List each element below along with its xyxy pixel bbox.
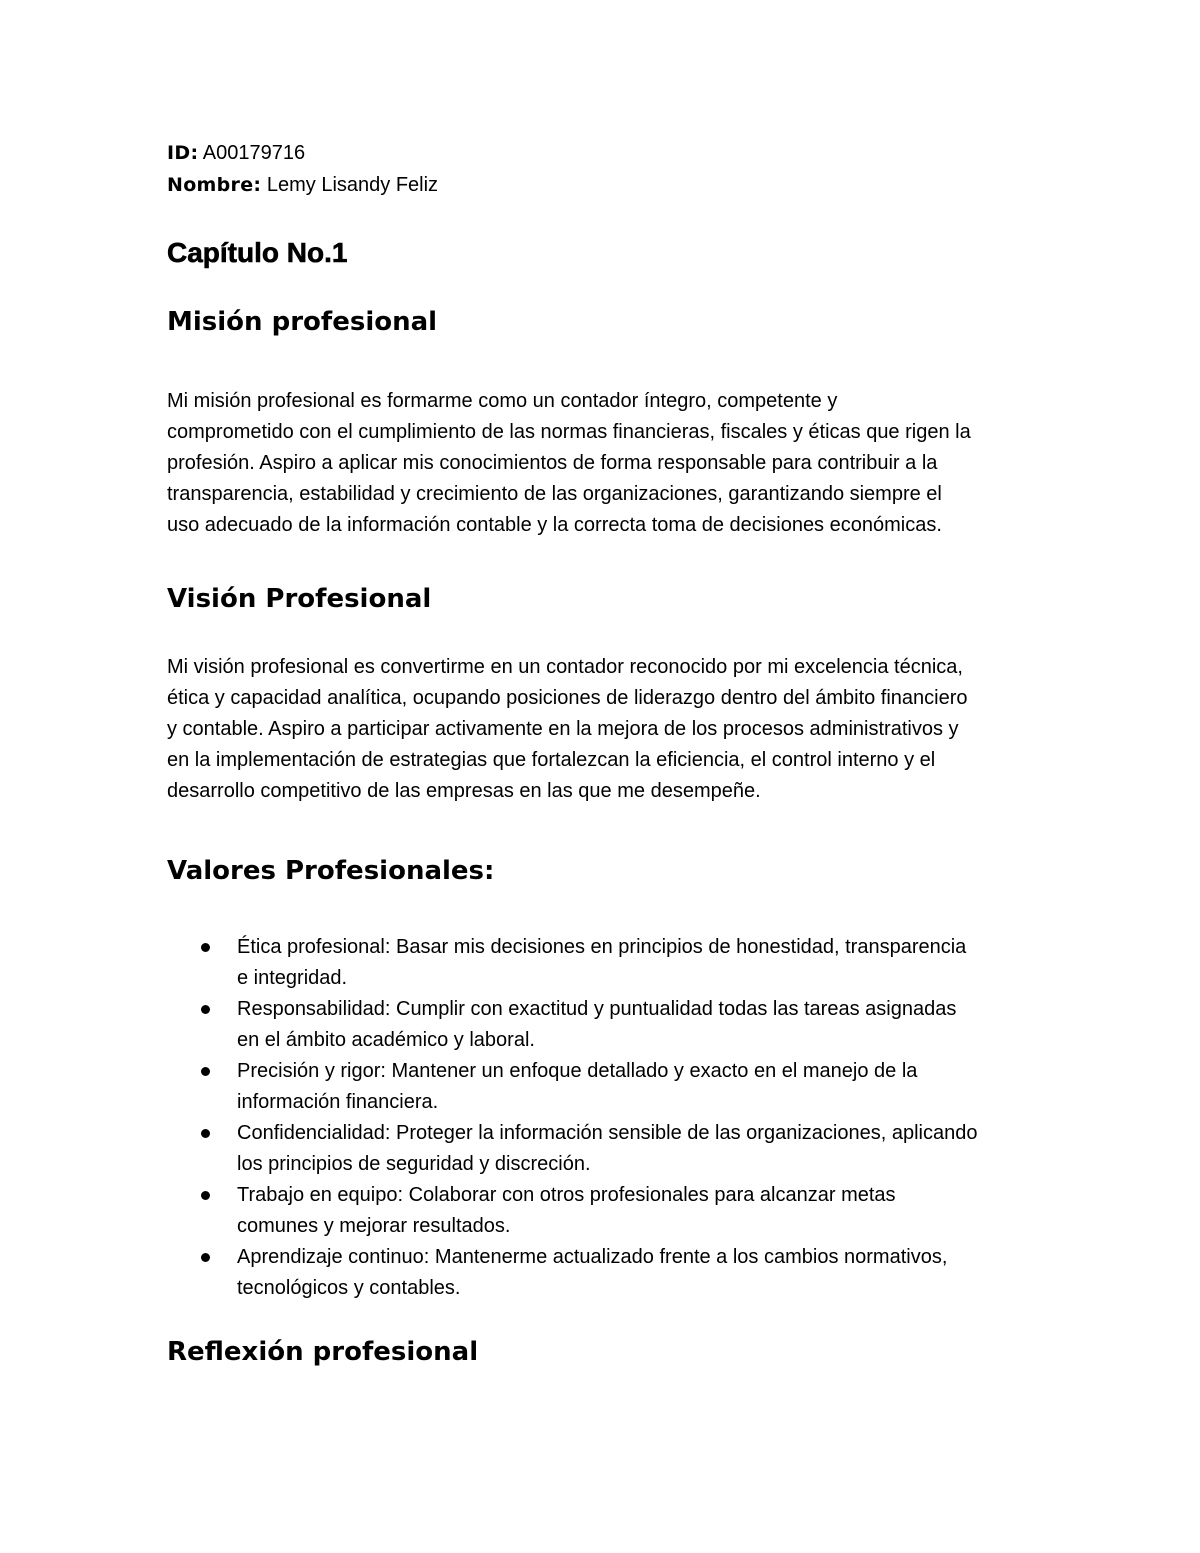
vision-line: y contable. Aspiro a participar activamente en la mejora de los procesos administrativos y — [167, 718, 959, 740]
list-item-text: comunes y mejorar resultados. — [237, 1215, 511, 1237]
list-item-text: e integridad. — [237, 967, 348, 989]
id-label: ID: — [167, 142, 199, 164]
list-item-text: tecnológicos y contables. — [237, 1277, 461, 1299]
list-item-text: Confidencialidad: Proteger la información sensible de las organizaciones, aplicando — [237, 1122, 978, 1144]
mision-line: comprometido con el cumplimiento de las normas financieras, fiscales y éticas que rigen la — [167, 421, 971, 443]
mision-heading: Misión profesional — [167, 307, 438, 337]
mision-line: Mi misión profesional es formarme como un contador íntegro, competente y — [167, 390, 838, 412]
list-item-text: Precisión y rigor: Mantener un enfoque detallado y exacto en el manejo de la — [237, 1060, 918, 1082]
name-label: Nombre: — [167, 174, 262, 196]
reflexion-heading: Reflexión profesional — [167, 1337, 479, 1367]
vision-line: desarrollo competitivo de las empresas en las que me desempeñe. — [167, 780, 761, 802]
vision-line: en la implementación de estrategias que fortalezcan la eficiencia, el control interno y el — [167, 749, 936, 771]
chapter-title: Capítulo No.1 — [167, 237, 348, 268]
vision-line: ética y capacidad analítica, ocupando posiciones de liderazgo dentro del ámbito financiero — [167, 687, 968, 709]
bullet-icon — [201, 1191, 210, 1200]
list-item-text: información financiera. — [237, 1091, 439, 1113]
mision-paragraph — [167, 386, 1047, 541]
bullet-icon — [201, 1067, 210, 1076]
list-item — [167, 932, 1047, 994]
vision-heading: Visión Profesional — [167, 584, 432, 614]
list-item-text: en el ámbito académico y laboral. — [237, 1029, 535, 1051]
student-name-line — [167, 170, 438, 201]
mision-line: uso adecuado de la información contable y la correcta toma de decisiones económicas. — [167, 514, 942, 536]
list-item — [167, 1056, 1047, 1118]
vision-paragraph — [167, 652, 1047, 807]
bullet-icon — [201, 1253, 210, 1262]
name-value: Lemy Lisandy Feliz — [266, 174, 439, 196]
student-id-line — [167, 138, 305, 169]
list-item-text: Responsabilidad: Cumplir con exactitud y puntualidad todas las tareas asignadas — [237, 998, 957, 1020]
bullet-icon — [201, 1005, 210, 1014]
list-item — [167, 1242, 1047, 1304]
list-item — [167, 994, 1047, 1056]
mision-line: transparencia, estabilidad y crecimiento de las organizaciones, garantizando siempre el — [167, 483, 942, 505]
list-item-text: Trabajo en equipo: Colaborar con otros profesionales para alcanzar metas — [237, 1184, 896, 1206]
valores-list — [167, 932, 1047, 1304]
list-item-text: Aprendizaje continuo: Mantenerme actualizado frente a los cambios normativos, — [237, 1246, 948, 1268]
list-item — [167, 1118, 1047, 1180]
list-item — [167, 1180, 1047, 1242]
bullet-icon — [201, 1129, 210, 1138]
list-item-text: los principios de seguridad y discreción. — [237, 1153, 591, 1175]
mision-line: profesión. Aspiro a aplicar mis conocimientos de forma responsable para contribuir a la — [167, 452, 938, 474]
list-item-text: Ética profesional: Basar mis decisiones en principios de honestidad, transparencia — [237, 936, 967, 958]
id-value: A00179716 — [202, 142, 306, 164]
vision-line: Mi visión profesional es convertirme en un contador reconocido por mi excelencia técnica, — [167, 656, 963, 678]
bullet-icon — [201, 943, 210, 952]
valores-heading: Valores Profesionales: — [167, 856, 495, 886]
